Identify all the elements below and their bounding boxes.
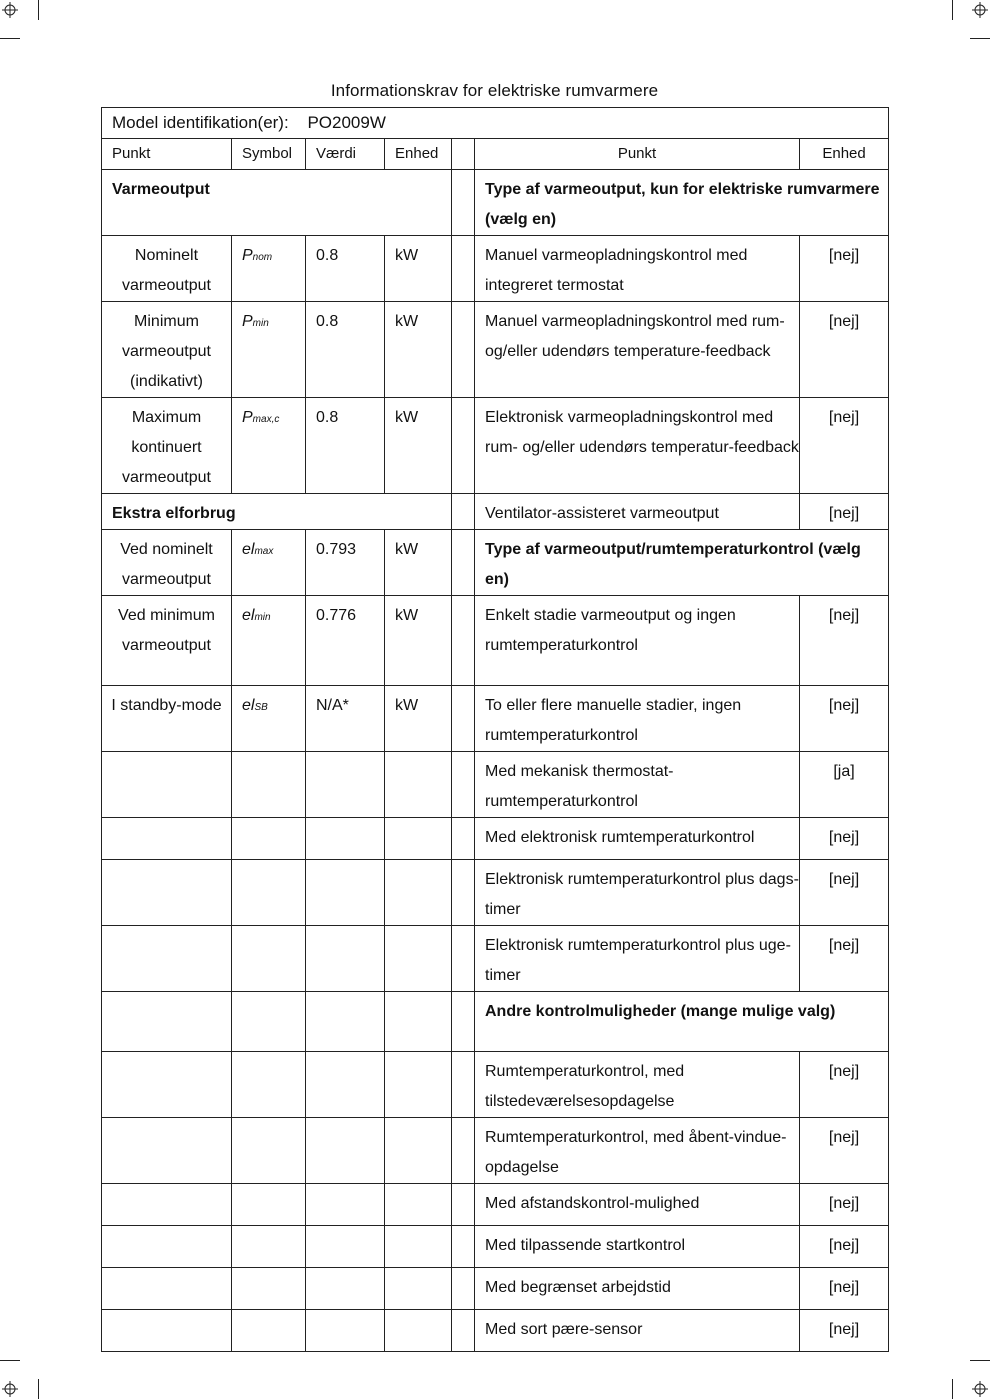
empty-cell — [385, 752, 452, 818]
header-right-enhed: Enhed — [800, 139, 889, 170]
row-label: Minimum varmeoutput (indikativt) — [102, 302, 232, 398]
right-value: [nej] — [800, 1118, 889, 1184]
empty-cell — [385, 1118, 452, 1184]
right-value: [nej] — [800, 398, 889, 494]
unit-cell: kW — [385, 236, 452, 302]
empty-cell — [306, 1268, 385, 1310]
header-vaerdi: Værdi — [306, 139, 385, 170]
right-label: Elektronisk rumtemperaturkontrol plus uge-timer — [475, 926, 800, 992]
header-enhed: Enhed — [385, 139, 452, 170]
empty-cell — [385, 926, 452, 992]
empty-cell — [102, 1310, 232, 1352]
symbol-subscript: SB — [254, 702, 268, 713]
empty-cell — [385, 818, 452, 860]
table-row — [102, 992, 889, 1052]
spacer-cell — [452, 686, 475, 752]
right-label: Med sort pære-sensor — [475, 1310, 800, 1352]
header-symbol: Symbol — [232, 139, 306, 170]
table-row — [102, 302, 889, 398]
spacer-cell — [452, 1118, 475, 1184]
right-value: [nej] — [800, 860, 889, 926]
registration-mark-icon — [2, 1381, 18, 1397]
spacer-cell — [452, 1310, 475, 1352]
right-value: [nej] — [800, 1226, 889, 1268]
table-row — [102, 1268, 889, 1310]
crop-mark-top-right-h — [970, 38, 990, 39]
empty-cell — [232, 1118, 306, 1184]
table-row — [102, 686, 889, 752]
right-value: [nej] — [800, 596, 889, 686]
right-label: Enkelt stadie varmeoutput og ingen rumtemperaturkontrol — [475, 596, 800, 686]
spacer-cell — [452, 596, 475, 686]
empty-cell — [232, 1310, 306, 1352]
right-label: Manuel varmeopladningskontrol med integreret termostat — [475, 236, 800, 302]
table-row — [102, 1184, 889, 1226]
table-row — [102, 596, 889, 686]
table-row — [102, 398, 889, 494]
empty-cell — [232, 1226, 306, 1268]
symbol-subscript: min — [252, 318, 269, 329]
symbol-subscript: min — [254, 612, 271, 623]
right-label: Med afstandskontrol-mulighed — [475, 1184, 800, 1226]
empty-cell — [385, 1052, 452, 1118]
registration-mark-icon — [972, 2, 988, 18]
empty-cell — [306, 860, 385, 926]
right-value: [nej] — [800, 926, 889, 992]
symbol-letter: P — [242, 247, 253, 264]
empty-cell — [102, 992, 232, 1052]
table-row — [102, 860, 889, 926]
header-right-punkt: Punkt — [475, 139, 800, 170]
table-row — [102, 818, 889, 860]
model-row — [102, 108, 889, 139]
empty-cell — [102, 926, 232, 992]
spec-table — [101, 107, 889, 1352]
crop-mark-bottom-right-h — [970, 1360, 990, 1361]
model-cell — [102, 108, 889, 139]
right-label: Med mekanisk thermostat-rumtemperaturkontrol — [475, 752, 800, 818]
right-label: Rumtemperaturkontrol, med tilstedeværelsesopdagelse — [475, 1052, 800, 1118]
spacer-cell — [452, 398, 475, 494]
registration-mark-icon — [972, 1381, 988, 1397]
crop-mark-bottom-left-h — [0, 1360, 20, 1361]
right-value: [nej] — [800, 236, 889, 302]
model-label: Model identifikation(er): — [112, 113, 289, 132]
value-cell: N/A* — [306, 686, 385, 752]
right-value: [ja] — [800, 752, 889, 818]
section-heading-type-output: Type af varmeoutput, kun for elektriske rumvarmere (vælg en) — [475, 170, 889, 236]
right-value: [nej] — [800, 686, 889, 752]
value-cell: 0.8 — [306, 236, 385, 302]
empty-cell — [102, 1052, 232, 1118]
spacer-cell — [452, 818, 475, 860]
empty-cell — [385, 860, 452, 926]
crop-mark-top-left-h — [0, 38, 20, 39]
row-label: Ved nominelt varmeoutput — [102, 530, 232, 596]
empty-cell — [232, 1184, 306, 1226]
spacer-cell — [452, 139, 475, 170]
header-row — [102, 139, 889, 170]
empty-cell — [232, 926, 306, 992]
spacer-cell — [452, 1184, 475, 1226]
symbol-cell — [232, 302, 306, 398]
crop-mark-bottom-left-v — [38, 1379, 39, 1399]
right-value: [nej] — [800, 1184, 889, 1226]
spacer-cell — [452, 1226, 475, 1268]
empty-cell — [102, 1268, 232, 1310]
right-label: Med begrænset arbejdstid — [475, 1268, 800, 1310]
section-heading-type-control: Type af varmeoutput/rumtemperaturkontrol (vælg en) — [475, 530, 889, 596]
right-label: Elektronisk varmeopladningskontrol med rum- og/eller udendørs temperatur-feedback — [475, 398, 800, 494]
empty-cell — [385, 1226, 452, 1268]
empty-cell — [306, 1226, 385, 1268]
spacer-cell — [452, 236, 475, 302]
right-label: Med tilpassende startkontrol — [475, 1226, 800, 1268]
right-value: [nej] — [800, 1052, 889, 1118]
empty-cell — [102, 1118, 232, 1184]
value-cell: 0.776 — [306, 596, 385, 686]
crop-mark-bottom-right-v — [952, 1379, 953, 1399]
empty-cell — [306, 992, 385, 1052]
empty-cell — [232, 752, 306, 818]
empty-cell — [232, 860, 306, 926]
symbol-cell — [232, 398, 306, 494]
empty-cell — [232, 1052, 306, 1118]
registration-mark-icon — [2, 2, 18, 18]
unit-cell: kW — [385, 302, 452, 398]
symbol-letter: el — [242, 607, 255, 624]
table-row — [102, 1310, 889, 1352]
empty-cell — [232, 992, 306, 1052]
empty-cell — [306, 752, 385, 818]
right-label: Ventilator-assisteret varmeoutput — [475, 494, 800, 530]
spacer-cell — [452, 302, 475, 398]
empty-cell — [385, 992, 452, 1052]
table-row — [102, 494, 889, 530]
table-row — [102, 236, 889, 302]
symbol-subscript: nom — [252, 252, 273, 263]
table-row — [102, 926, 889, 992]
symbol-letter: P — [242, 409, 253, 426]
table-row — [102, 530, 889, 596]
right-value: [nej] — [800, 302, 889, 398]
right-value: [nej] — [800, 494, 889, 530]
row-label: Nominelt varmeoutput — [102, 236, 232, 302]
empty-cell — [306, 926, 385, 992]
right-label: To eller flere manuelle stadier, ingen rumtemperaturkontrol — [475, 686, 800, 752]
row-label: I standby-mode — [102, 686, 232, 752]
right-value: [nej] — [800, 1268, 889, 1310]
spacer-cell — [452, 752, 475, 818]
empty-cell — [385, 1310, 452, 1352]
empty-cell — [385, 1184, 452, 1226]
symbol-cell — [232, 530, 306, 596]
table-row — [102, 1052, 889, 1118]
right-value: [nej] — [800, 818, 889, 860]
section-heading-varmeoutput: Varmeoutput — [102, 170, 452, 236]
empty-cell — [306, 1184, 385, 1226]
header-punkt: Punkt — [102, 139, 232, 170]
empty-cell — [306, 1118, 385, 1184]
spacer-cell — [452, 1268, 475, 1310]
spacer-cell — [452, 926, 475, 992]
table-row — [102, 1226, 889, 1268]
empty-cell — [232, 1268, 306, 1310]
symbol-subscript: max — [254, 546, 274, 557]
table-row — [102, 1118, 889, 1184]
document-title: Informationskrav for elektriske rumvarmere — [330, 81, 659, 100]
empty-cell — [102, 1226, 232, 1268]
right-label: Elektronisk rumtemperaturkontrol plus dags-timer — [475, 860, 800, 926]
spacer-cell — [452, 992, 475, 1052]
symbol-letter: el — [242, 541, 255, 558]
empty-cell — [102, 752, 232, 818]
unit-cell: kW — [385, 398, 452, 494]
spacer-cell — [452, 530, 475, 596]
empty-cell — [306, 818, 385, 860]
crop-mark-top-right-v — [952, 0, 953, 20]
symbol-letter: P — [242, 313, 253, 330]
right-label: Rumtemperaturkontrol, med åbent-vindue-opdagelse — [475, 1118, 800, 1184]
empty-cell — [102, 818, 232, 860]
unit-cell: kW — [385, 530, 452, 596]
section-heading-other-controls: Andre kontrolmuligheder (mange mulige valg) — [475, 992, 889, 1052]
right-value: [nej] — [800, 1310, 889, 1352]
right-label: Med elektronisk rumtemperaturkontrol — [475, 818, 800, 860]
symbol-subscript: max,c — [252, 414, 280, 425]
empty-cell — [306, 1310, 385, 1352]
empty-cell — [232, 818, 306, 860]
crop-mark-top-left-v — [38, 0, 39, 20]
value-cell: 0.8 — [306, 398, 385, 494]
empty-cell — [306, 1052, 385, 1118]
spacer-cell — [452, 860, 475, 926]
right-label: Manuel varmeopladningskontrol med rum- og/eller udendørs temperature-feedback — [475, 302, 800, 398]
table-row — [102, 170, 889, 236]
row-label: Maximum kontinuert varmeoutput — [102, 398, 232, 494]
table-row — [102, 752, 889, 818]
model-value: PO2009W — [307, 113, 386, 132]
spacer-cell — [452, 494, 475, 530]
spacer-cell — [452, 170, 475, 236]
symbol-cell — [232, 596, 306, 686]
empty-cell — [102, 860, 232, 926]
value-cell: 0.793 — [306, 530, 385, 596]
spacer-cell — [452, 1052, 475, 1118]
section-heading-ekstra-elforbrug: Ekstra elforbrug — [102, 494, 452, 530]
symbol-letter: el — [242, 697, 255, 714]
symbol-cell — [232, 236, 306, 302]
symbol-cell — [232, 686, 306, 752]
row-label: Ved minimum varmeoutput — [102, 596, 232, 686]
empty-cell — [385, 1268, 452, 1310]
unit-cell: kW — [385, 596, 452, 686]
value-cell: 0.8 — [306, 302, 385, 398]
unit-cell: kW — [385, 686, 452, 752]
empty-cell — [102, 1184, 232, 1226]
